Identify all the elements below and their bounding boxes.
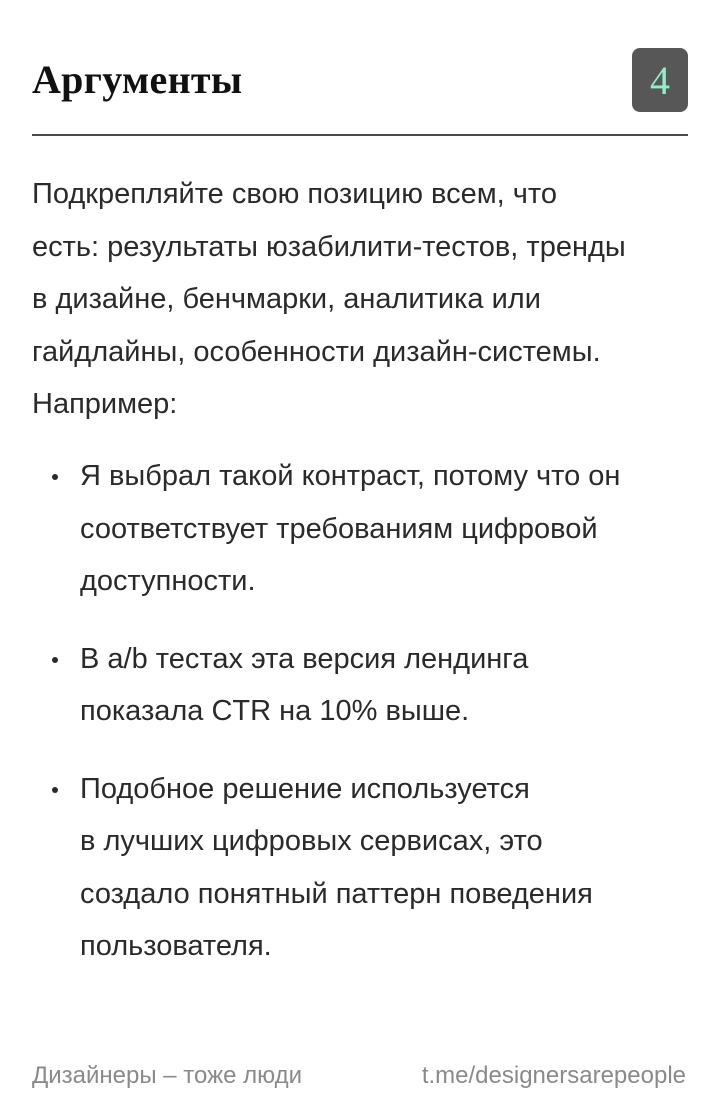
page-number-badge: 4 bbox=[632, 48, 688, 112]
list-item-line: в лучших цифровых сервисах, это bbox=[80, 825, 543, 857]
intro-line: Например: bbox=[32, 388, 178, 420]
list-item-line: создало понятный паттерн поведения bbox=[80, 877, 593, 910]
bullet-dot-icon bbox=[52, 787, 58, 793]
intro-line: Подкрепляйте свою позицию всем, что bbox=[32, 178, 557, 210]
bullet-dot-icon bbox=[52, 474, 58, 480]
intro-line: есть: результаты юзабилити-тестов, тренды bbox=[32, 230, 626, 263]
list-item-line: показала CTR на 10% выше. bbox=[80, 695, 470, 727]
bullet-dot-icon bbox=[52, 657, 58, 663]
intro-line: гайдлайны, особенности дизайн-системы. bbox=[32, 335, 601, 368]
list-item-line: доступности. bbox=[80, 565, 256, 597]
list-item-line: пользователя. bbox=[80, 930, 272, 962]
slide-title: Аргументы bbox=[32, 57, 243, 102]
argument-list bbox=[32, 450, 690, 998]
list-item-line: Подобное решение используется bbox=[80, 772, 530, 805]
list-item-line: соответствует требованиям цифровой bbox=[80, 512, 598, 545]
slide-header bbox=[32, 44, 688, 136]
footer-channel-name: Дизайнеры – тоже люди bbox=[32, 1062, 303, 1089]
list-item-line: В a/b тестах эта версия лендинга bbox=[80, 642, 529, 675]
header-divider bbox=[32, 134, 688, 136]
list-item bbox=[32, 633, 690, 738]
list-item bbox=[32, 763, 690, 973]
intro-paragraph bbox=[32, 168, 690, 431]
list-item bbox=[32, 450, 690, 608]
list-item-line: Я выбрал такой контраст, потому что он bbox=[80, 460, 621, 492]
intro-line: в дизайне, бенчмарки, аналитика или bbox=[32, 283, 541, 315]
footer-channel-link[interactable]: t.me/designersarepeople bbox=[421, 1062, 686, 1089]
